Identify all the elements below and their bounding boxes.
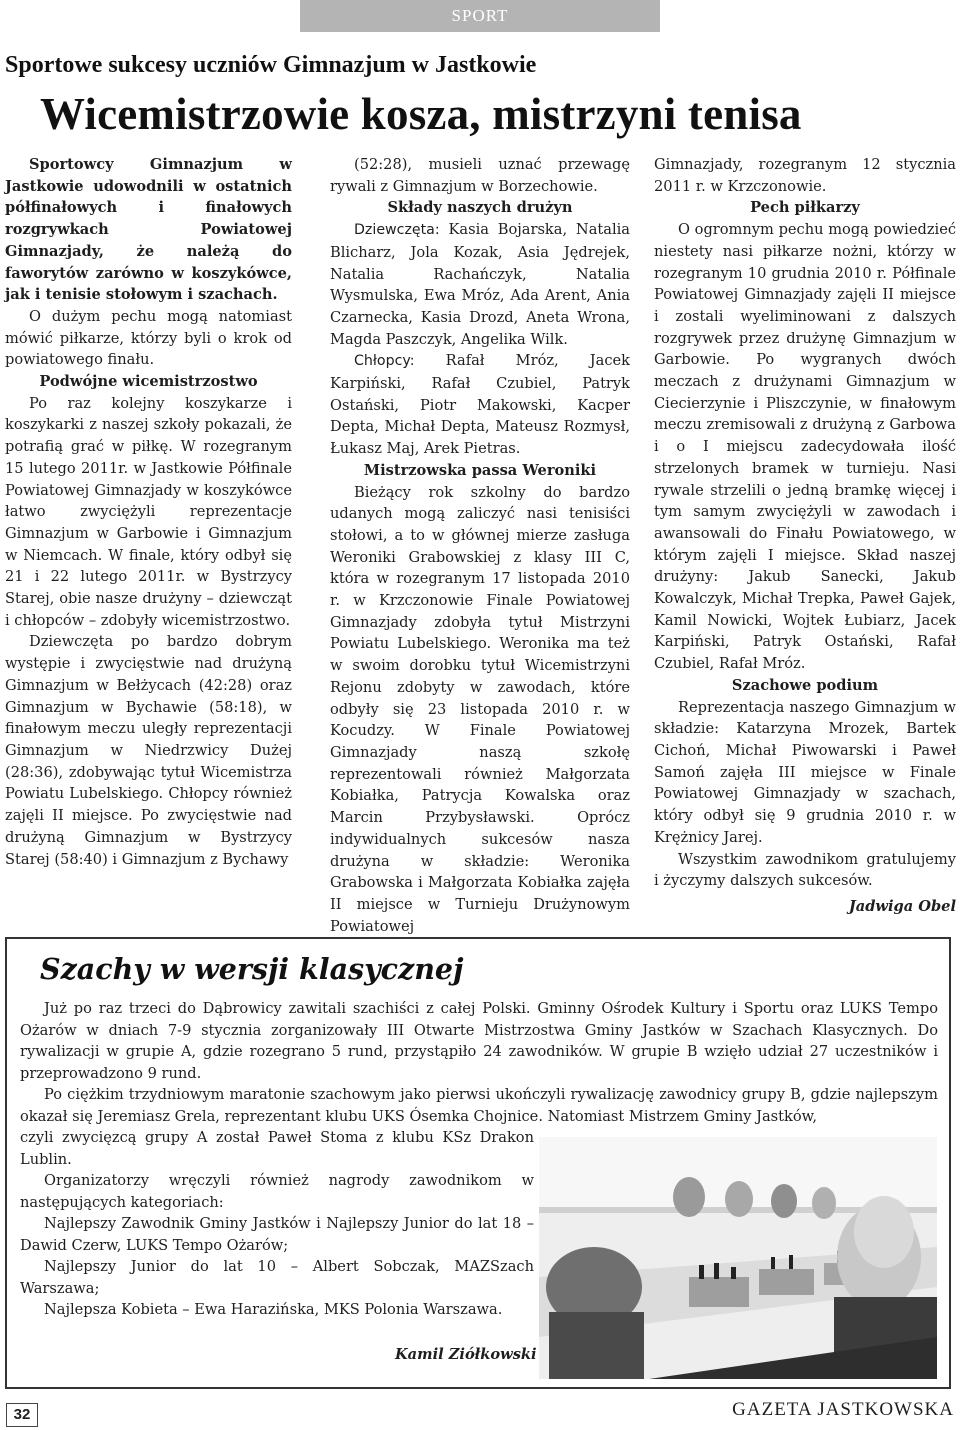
award-item: Najlepszy Junior do lat 10 – Albert Sobczak, MAZSzach Warszawa;	[20, 1258, 534, 1297]
team-roster: Kasia Bojarska, Natalia Blicharz, Jola Kozak, Asia Jędrejek, Natalia Rachańczyk, Natalia Wysmulska, Ewa Mróz, Ada Arent, Ania Czarnecka, Kasia Drozd, Aneta Wrona, Magda Paszczyk, Angelika Wilk.	[330, 221, 630, 348]
section-tag: SPORT	[300, 0, 660, 32]
chess-article-title: Szachy w wersji klasycznej	[40, 952, 464, 986]
paragraph: Gimnazjady, rozegranym 12 stycznia 2011 r. w Krzczonowie.	[654, 156, 956, 195]
paragraph: Już po raz trzeci do Dąbrowicy zawitali szachiści z całej Polski. Gminny Ośrodek Kultury i Sportu oraz LUKS Tempo Ożarów w dniach 7-9 stycznia zorganizowały III Otwarte Mistrzostwa Gminy Jastków w Szachach Klasycznych. Do rywalizacji w grupie A, gdzie rozegrano 5 rund, przystąpiło 24 zawodników. W grupie B wzięło udział 27 uczestników i przeprowadzono 9 rund.	[20, 1000, 938, 1082]
award-item: Najlepszy Zawodnik Gminy Jastków i Najlepszy Junior do lat 18 – Dawid Czerw, LUKS Tempo Ożarów;	[20, 1215, 534, 1254]
subheading: Szachowe podium	[731, 676, 879, 694]
team-roster: Rafał Mróz, Jacek Karpiński, Rafał Czubiel, Patryk Ostański, Piotr Makowski, Kacper Depta, Michał Depta, Mateusz Rozmysł, Łukasz Maj, Arek Pietras.	[330, 352, 630, 458]
paragraph: Wszystkim zawodnikom gratulujemy i życzymy dalszych sukcesów.	[654, 850, 956, 890]
subheading: Mistrzowska passa Weroniki	[363, 461, 597, 479]
team-label: Dziewczęta:	[354, 222, 440, 239]
author-signature: Jadwiga Obel	[848, 897, 956, 915]
article-column-3	[654, 154, 956, 918]
paragraph: czyli zwycięzcą grupy A został Paweł Stoma z klubu KSz Drakon Lublin.	[20, 1129, 534, 1168]
kicker: Sportowe sukcesy uczniów Gimnazjum w Jastkowie	[5, 52, 537, 78]
paragraph: Po raz kolejny koszykarze i koszykarki z naszej szkoły pokazali, że potrafią grać w piłkę. W rozegranym 15 lutego 2011r. w Jastkowie Półfinale Powiatowej Gimnazjady w koszykówce łatwo zwyciężyli reprezentacje Gimnazjum w Garbowie i Gimnazjum w Niemcach. W finale, który odbył się 21 i 22 lutego 2011r. w Bystrzycy Starej, obie nasze drużyny – dziewcząt i chłopców – zdobyły wicemistrzostwo.	[5, 394, 292, 629]
subheading: Składy naszych drużyn	[387, 199, 573, 217]
paragraph: Organizatorzy wręczyli również nagrody zawodnikom w następujących kategoriach:	[20, 1172, 534, 1211]
article-column-1	[5, 154, 292, 870]
paragraph: (52:28), musieli uznać przewagę rywali z Gimnazjum w Borzechowie.	[330, 156, 630, 195]
paragraph: O ogromnym pechu mogą powiedzieć niestety nasi piłkarze nożni, którzy w rozegranym 10 grudnia 2010 r. Półfinale Powiatowej Gimnazjady zajęli II miejsce i zostali wyeliminowani z dalszych rozgrywek przez drużynę Gimnazjum w Garbowie. Po wygranych dwóch meczach z drużynami Gimnazjum w Ciecierzynie i Pliszczynie, w finałowym meczu zremisowali z drużyną z Garbowa i o I miejscu zadecydowała ilość strzelonych bramek w turnieju. Nasi rywale strzelili o jedną bramkę więcej i tym samym zwyciężyli w zawodach i awansowali do Finału Powiatowego, w którym zajęli I miejsce. Skład naszej drużyny: Jakub Sanecki, Jakub Kowalczyk, Michał Trepka, Paweł Gajek, Kamil Nowicki, Wojtek Łubiarz, Jacek Karpiński, Patryk Ostański, Rafał Czubiel, Rafał Mróz.	[654, 221, 956, 673]
award-item: Najlepsza Kobieta – Ewa Harazińska, MKS Polonia Warszawa.	[44, 1301, 503, 1318]
paragraph: Dziewczęta po bardzo dobrym występie i zwycięstwie nad drużyną Gimnazjum w Bełżycach (42:28) oraz Gimnazjum w Bychawie (58:18), w finałowym meczu uległy reprezentacji Gimnazjum w Niedrzwicy Dużej (28:36), zdobywając tytuł Wicemistrza Powiatu Lubelskiego. Chłopcy również zajęli II miejsce. Po zwycięstwie nad drużyną Gimnazjum w Bystrzycy Starej (58:40) i Gimnazjum z Bychawy	[5, 633, 292, 868]
headline: Wicemistrzowie kosza, mistrzyni tenisa	[40, 89, 802, 139]
paragraph: Po ciężkim trzydniowym maratonie szachowym jako pierwsi ukończyli rywalizację zawodnicy grupy B, gdzie najlepszym okazał się Jeremiasz Grela, reprezentant klubu UKS Ósemka Chojnice. Natomiast Mistrzem Gminy Jastków,	[20, 1086, 938, 1125]
subheading: Podwójne wicemistrzostwo	[39, 373, 258, 391]
paragraph: O dużym pechu mogą natomiast mówić piłkarze, którzy byli o krok od powiatowego finału.	[5, 307, 292, 369]
team-boys	[330, 350, 630, 460]
chess-narrow-column	[20, 1127, 534, 1321]
author-signature: Kamil Ziółkowski	[395, 1346, 537, 1363]
paragraph: Bieżący rok szkolny do bardzo udanych mogą zaliczyć nasi tenisiści stołowi, a to w głównej mierze zasługa Weroniki Grabowskiej z klasy III C, która w rozegranym 17 listopada 2010 r. w Krzczonowie Finale Powiatowej Gimnazjady zdobyła tytuł Mistrzyni Powiatu Lubelskiego. Weronika ma też w swoim dorobku tytuł Wicemistrzyni Rejonu zdobyty w zawodach, które odbyły się 23 listopada 2010 r. w Kocudzy. W Finale Powiatowej Gimnazjady naszą szkołę reprezentowali również Małgorzata Kobiałka, Patrycja Kowalska oraz Marcin Przybysławski. Oprócz indywidualnych sukcesów nasza drużyna w składzie: Weronika Grabowska i Małgorzata Kobiałka zajęła II miejsce w Turnieju Drużynowym Powiatowej	[330, 483, 630, 935]
team-label: Chłopcy:	[354, 353, 415, 370]
paragraph: Reprezentacja naszego Gimnazjum w składzie: Katarzyna Mrozek, Bartek Cichoń, Michał Piwowarski i Paweł Samoń zajęła III miejsce w Finale Powiatowej Gimnazjady w szachach, który odbył się 9 grudnia 2010 r. w Krężnicy Jarej.	[654, 698, 956, 846]
article-column-2	[330, 154, 630, 937]
publication-masthead: GAZETA JASTKOWSKA	[732, 1399, 954, 1420]
page-number: 32	[6, 1403, 38, 1427]
subheading: Pech piłkarzy	[750, 199, 860, 217]
article-lead: Sportowcy Gimnazjum w Jastkowie udowodnili w ostatnich półfinałowych i finałowych rozgrywkach Powiatowej Gimnazjady, że należą do faworytów zarówno w koszykówce, jak i tenisie stołowym i szachach.	[5, 156, 292, 304]
chess-tournament-photo	[539, 1137, 937, 1379]
team-girls	[330, 219, 630, 350]
